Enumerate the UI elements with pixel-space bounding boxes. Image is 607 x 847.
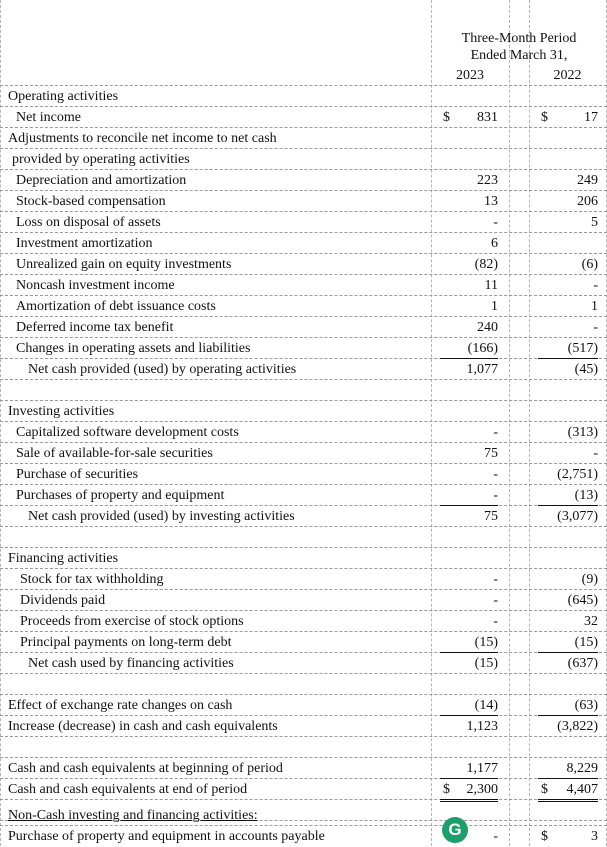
row-label: Loss on disposal of assets — [16, 215, 161, 230]
table-row — [0, 569, 607, 590]
year-2023-header: 2023 — [456, 68, 484, 83]
spacer-row — [0, 527, 607, 548]
row-label: Stock-based compensation — [16, 194, 166, 209]
value-2023: 6 — [491, 236, 498, 251]
currency-symbol: $ — [443, 782, 450, 797]
row-label: Proceeds from exercise of stock options — [20, 614, 244, 629]
row-label: Capitalized software development costs — [16, 425, 239, 440]
value-2022: (2,751) — [557, 467, 598, 482]
table-row — [0, 632, 607, 653]
row-label: Dividends paid — [20, 593, 106, 608]
value-2022: - — [593, 446, 598, 461]
table-row — [0, 758, 607, 779]
table-row — [0, 826, 607, 847]
table-row — [0, 716, 607, 737]
value-2022 — [538, 234, 598, 253]
row-label: Cash and cash equivalents at end of period — [8, 782, 248, 797]
investing-title: Investing activities — [8, 404, 115, 419]
currency-symbol: $ — [541, 829, 548, 844]
subtotal-row — [0, 359, 607, 380]
row-label: Changes in operating assets and liabilities — [16, 341, 251, 356]
value-2022: (517) — [538, 339, 598, 359]
noncash-title: Non-Cash investing and financing activities: — [8, 808, 258, 823]
table-row — [0, 443, 607, 464]
currency-symbol: $ — [541, 110, 548, 125]
row-label: Principal payments on long-term debt — [20, 635, 232, 650]
row-label: Purchase of property and equipment in accounts payable — [8, 829, 325, 844]
table-row — [0, 422, 607, 443]
financing-title: Financing activities — [8, 551, 119, 566]
section-title-row — [0, 86, 607, 107]
value-2023: - — [493, 614, 498, 629]
row-label: Stock for tax withholding — [20, 572, 164, 587]
currency-symbol: $ — [541, 782, 548, 797]
value-2022: (645) — [567, 593, 598, 608]
total-row — [0, 779, 607, 800]
value-2022: 32 — [584, 614, 598, 629]
value-2022: 206 — [577, 194, 598, 209]
row-label: Effect of exchange rate changes on cash — [8, 698, 233, 713]
table-row — [0, 590, 607, 611]
grammarly-icon[interactable]: G — [442, 817, 468, 843]
row-label: Sale of available-for-sale securities — [16, 446, 213, 461]
value-2022: (313) — [567, 425, 598, 440]
value-2023: (15) — [440, 633, 498, 653]
value-2022: (63) — [538, 696, 598, 716]
row-label: Depreciation and amortization — [16, 173, 187, 188]
table-row — [0, 275, 607, 296]
value-2022: (15) — [538, 633, 598, 653]
value-2022: (3,822) — [557, 719, 598, 734]
value-2023: 831 — [477, 110, 498, 125]
value-2023: 75 — [484, 509, 498, 524]
value-2022: 249 — [577, 173, 598, 188]
value-2023: 2,300 — [440, 780, 498, 802]
row-label: Net cash provided (used) by operating activities — [28, 362, 297, 377]
period-header-line1: Three-Month Period — [461, 31, 577, 46]
row-label: Unrealized gain on equity investments — [16, 257, 232, 272]
table-row — [0, 254, 607, 275]
value-2022: (6) — [581, 257, 598, 272]
section-title-row — [0, 401, 607, 422]
table-row — [0, 212, 607, 233]
header-row — [0, 0, 607, 86]
value-2023: - — [493, 829, 498, 844]
row-label: Cash and cash equivalents at beginning of period — [8, 761, 283, 776]
spacer-row — [0, 380, 607, 401]
table-row — [0, 485, 607, 506]
value-2022: (13) — [538, 486, 598, 506]
table-row — [0, 695, 607, 716]
value-2023: - — [493, 425, 498, 440]
table-row — [0, 464, 607, 485]
year-2022-header: 2022 — [553, 68, 582, 83]
value-2022: 4,407 — [538, 780, 598, 802]
section-title-row — [0, 548, 607, 569]
row-label: Net income — [16, 110, 81, 125]
row-label: Purchase of securities — [16, 467, 139, 482]
subtotal-row — [0, 653, 607, 674]
value-2023: (14) — [440, 696, 498, 716]
table-row — [0, 170, 607, 191]
value-2022: 1 — [591, 299, 598, 314]
value-2023: - — [440, 486, 498, 506]
table-row — [0, 191, 607, 212]
value-2023: 1,177 — [440, 759, 498, 779]
value-2023: - — [493, 215, 498, 230]
value-2022: - — [593, 320, 598, 335]
row-label: Deferred income tax benefit — [16, 320, 174, 335]
row-label: Increase (decrease) in cash and cash equivalents — [8, 719, 278, 734]
value-2022: (637) — [567, 656, 598, 671]
table-row — [0, 149, 607, 170]
value-2023: 11 — [484, 278, 498, 293]
value-2022: 8,229 — [538, 759, 598, 779]
row-label: Net cash provided (used) by investing activities — [28, 509, 295, 524]
table-row — [0, 296, 607, 317]
table-row — [0, 611, 607, 632]
row-label: Purchases of property and equipment — [16, 488, 225, 503]
value-2023: 75 — [484, 446, 498, 461]
value-2023: 1,077 — [466, 362, 498, 377]
value-2023: 1 — [491, 299, 498, 314]
table-row — [0, 128, 607, 149]
row-label: Adjustments to reconcile net income to net cash — [8, 131, 277, 146]
value-2023: - — [493, 572, 498, 587]
table-row — [0, 233, 607, 254]
value-2023: 240 — [477, 320, 498, 335]
value-2023: (166) — [440, 339, 498, 359]
row-label: Net cash used by financing activities — [28, 656, 234, 671]
spacer-row — [0, 674, 607, 695]
table-row — [0, 338, 607, 359]
period-header-line2: Ended March 31, — [470, 48, 568, 63]
operating-title: Operating activities — [8, 89, 119, 104]
spacer-row — [0, 737, 607, 758]
value-2023: 223 — [477, 173, 498, 188]
value-2022: (3,077) — [557, 509, 598, 524]
value-2023: 1,123 — [466, 719, 498, 734]
value-2022: (9) — [581, 572, 598, 587]
value-2022: 17 — [584, 110, 598, 125]
table-row — [0, 317, 607, 338]
value-2023: - — [493, 593, 498, 608]
value-2023: (82) — [474, 257, 498, 272]
value-2022: 5 — [591, 215, 598, 230]
value-2023: 13 — [484, 194, 498, 209]
value-2022: (45) — [574, 362, 598, 377]
row-label: Amortization of debt issuance costs — [16, 299, 216, 314]
value-2022: - — [593, 278, 598, 293]
row-label: Investment amortization — [16, 236, 153, 251]
value-2022: 3 — [591, 829, 598, 844]
section-title-row — [0, 805, 607, 826]
subtotal-row — [0, 506, 607, 527]
value-2023: (15) — [474, 656, 498, 671]
table-row — [0, 107, 607, 128]
currency-symbol: $ — [443, 110, 450, 125]
row-label: provided by operating activities — [12, 152, 190, 167]
row-label: Noncash investment income — [16, 278, 175, 293]
value-2023: - — [493, 467, 498, 482]
